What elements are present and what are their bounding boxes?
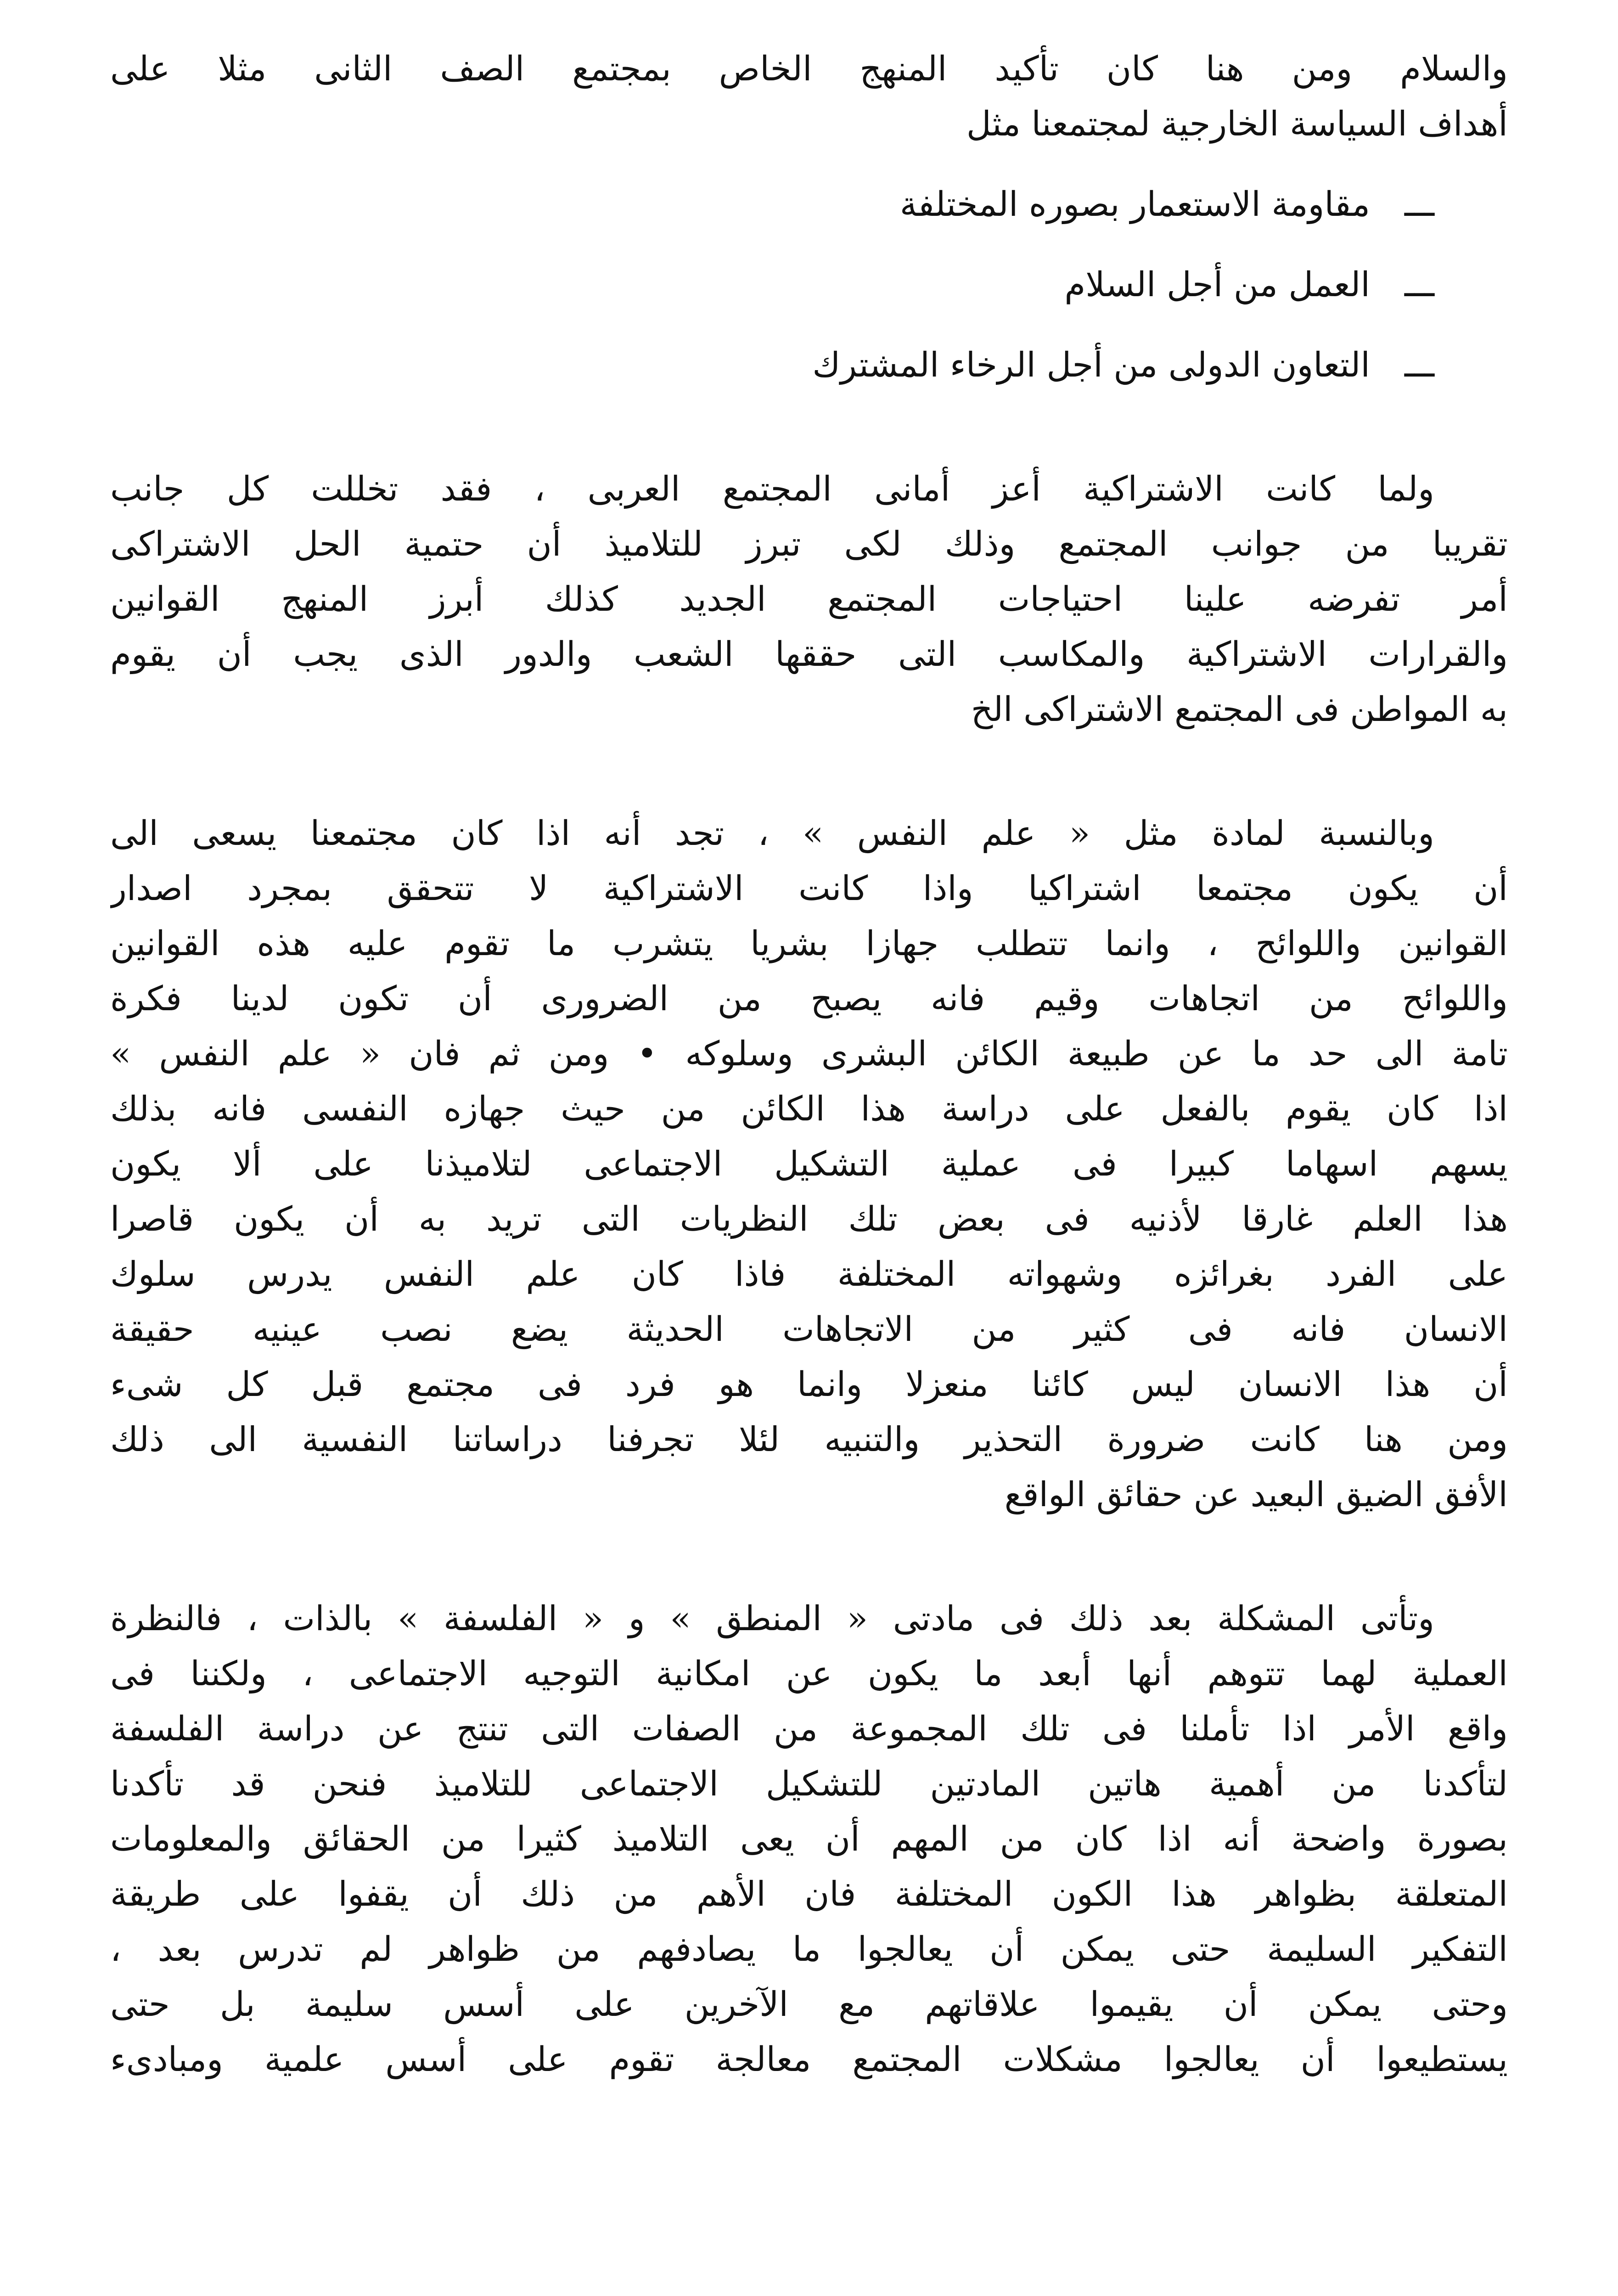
text-line: الانسان فانه فى كثير من الاتجاهات الحديثة يضع نصب عينيه حقيقة <box>110 1310 1508 1349</box>
text-line: بصورة واضحة أنه اذا كان من المهم أن يعى التلاميذ كثيرا من الحقائق والمعلومات <box>110 1819 1508 1859</box>
paragraph-socialism <box>110 461 1508 737</box>
text-line: واقع الأمر اذا تأملنا فى تلك المجموعة من الصفات التى تنتج عن دراسة الفلسفة <box>110 1709 1508 1749</box>
text-line: المتعلقة بظواهر هذا الكون المختلفة فان الأهم من ذلك أن يقفوا على طريقة <box>110 1874 1508 1914</box>
text-line: وتأتى المشكلة بعد ذلك فى مادتى « المنطق » و « الفلسفة » بالذات ، فالنظرة <box>110 1599 1434 1638</box>
text-line: تامة الى حد ما عن طبيعة الكائن البشرى وسلوكه • ومن ثم فان « علم النفس » <box>110 1034 1508 1074</box>
text-line: لتأكدنا من أهمية هاتين المادتين للتشكيل الاجتماعى للتلاميذ فنحن قد تأكدنا <box>110 1764 1508 1804</box>
list-item-text: مقاومة الاستعمار بصوره المختلفة <box>899 185 1370 224</box>
paragraph-logic-philosophy <box>110 1591 1508 2087</box>
text-line: أهداف السياسة الخارجية لمجتمعنا مثل <box>966 104 1508 144</box>
dash-marker: ـــ <box>1404 265 1434 304</box>
paragraph-psychology <box>110 806 1508 1522</box>
text-line: تقريبا من جوانب المجتمع وذلك لكى تبرز للتلاميذ أن حتمية الحل الاشتراكى <box>110 524 1508 564</box>
dash-marker: ـــ <box>1404 185 1434 224</box>
text-line: والسلام ومن هنا كان تأكيد المنهج الخاص بمجتمع الصف الثانى مثلا على <box>110 49 1508 89</box>
text-line: القوانين واللوائح ، وانما تتطلب جهازا بشريا يتشرب ما تقوم عليه هذه القوانين <box>110 924 1508 963</box>
text-line: اذا كان يقوم بالفعل على دراسة هذا الكائن من حيث جهازه النفسى فانه بذلك <box>110 1089 1508 1129</box>
text-line: يسهم اسهاما كبيرا فى عملية التشكيل الاجتماعى لتلاميذنا على ألا يكون <box>110 1144 1508 1184</box>
list-item-text: التعاون الدولى من أجل الرخاء المشترك <box>812 345 1370 385</box>
text-line: أمر تفرضه علينا احتياجات المجتمع الجديد كذلك أبرز المنهج القوانين <box>110 580 1508 619</box>
text-line: على الفرد بغرائزه وشهواته المختلفة فاذا كان علم النفس يدرس سلوك <box>110 1255 1508 1294</box>
paragraph-foreign-policy <box>110 41 1508 152</box>
list-item-text: العمل من أجل السلام <box>1064 265 1370 304</box>
text-line: وبالنسبة لمادة مثل « علم النفس » ، تجد أنه اذا كان مجتمعنا يسعى الى <box>110 814 1434 853</box>
text-line: العملية لهما تتوهم أنها أبعد ما يكون عن امكانية التوجيه الاجتماعى ، ولكننا فى <box>110 1654 1508 1694</box>
text-line: وحتى يمكن أن يقيموا علاقاتهم مع الآخرين على أسس سليمة بل حتى <box>110 1985 1508 2024</box>
text-line: والقرارات الاشتراكية والمكاسب التى حققها الشعب والدور الذى يجب أن يقوم <box>110 635 1508 674</box>
dash-marker: ـــ <box>1404 345 1434 385</box>
text-line: هذا العلم غارقا لأذنيه فى بعض تلك النظريات التى تريد به أن يكون قاصرا <box>110 1199 1508 1239</box>
list-item <box>110 177 1508 232</box>
list-item <box>110 257 1508 312</box>
text-line: أن يكون مجتمعا اشتراكيا واذا كانت الاشتراكية لا تتحقق بمجرد اصدار <box>110 869 1508 908</box>
text-line: واللوائح من اتجاهات وقيم فانه يصبح من الضرورى أن تكون لدينا فكرة <box>110 979 1508 1019</box>
list-item <box>110 338 1508 393</box>
text-line: ومن هنا كانت ضرورة التحذير والتنبيه لئلا تجرفنا دراساتنا النفسية الى ذلك <box>110 1420 1508 1459</box>
text-line: التفكير السليمة حتى يمكن أن يعالجوا ما يصادفهم من ظواهر لم تدرس بعد ، <box>110 1930 1508 1969</box>
text-line: الأفق الضيق البعيد عن حقائق الواقع <box>1004 1475 1508 1514</box>
text-line: يستطيعوا أن يعالجوا مشكلات المجتمع معالجة تقوم على أسس علمية ومبادىء <box>110 2040 1508 2079</box>
text-line: به المواطن فى المجتمع الاشتراكى الخ <box>971 690 1508 729</box>
text-line: ولما كانت الاشتراكية أعز أمانى المجتمع العربى ، فقد تخللت كل جانب <box>110 469 1434 509</box>
text-line: أن هذا الانسان ليس كائنا منعزلا وانما هو فرد فى مجتمع قبل كل شىء <box>110 1365 1508 1404</box>
goals-list <box>110 177 1508 393</box>
